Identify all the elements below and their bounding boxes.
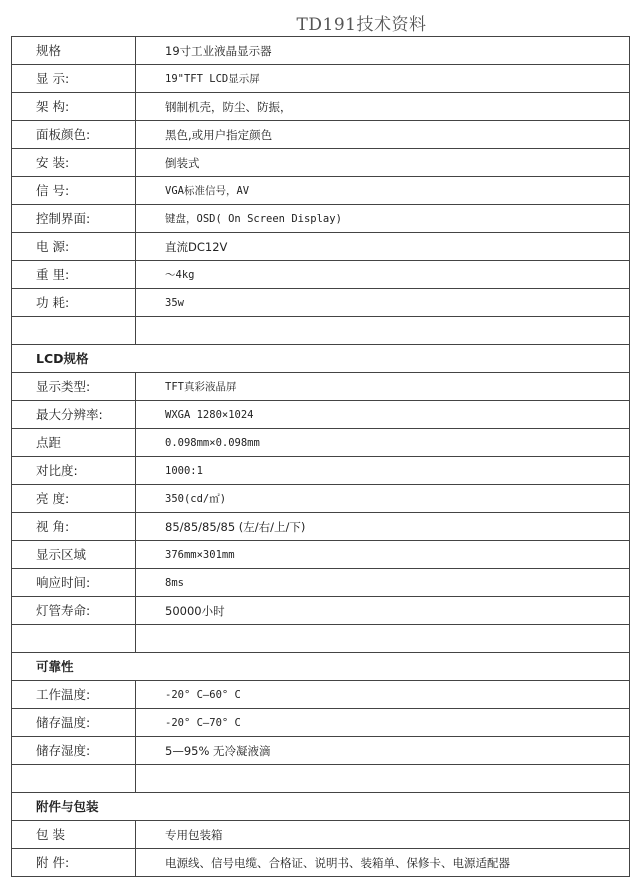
spec-value: 1000:1 — [136, 457, 630, 485]
spec-row — [12, 709, 630, 737]
spec-row — [12, 149, 630, 177]
spec-row — [12, 177, 630, 205]
spec-label: 点距 — [12, 429, 136, 457]
spec-label: 灯管寿命: — [12, 597, 136, 625]
spec-value: 19寸工业液晶显示器 — [136, 37, 630, 65]
spec-value: VGA标准信号，AV — [136, 177, 630, 205]
spec-label: 附 件: — [12, 849, 136, 877]
spec-row — [12, 401, 630, 429]
spec-label: 储存温度: — [12, 709, 136, 737]
spec-value: 8ms — [136, 569, 630, 597]
spec-label: 电 源: — [12, 233, 136, 261]
spec-label: 响应时间: — [12, 569, 136, 597]
section-header-row — [12, 653, 630, 681]
spec-row — [12, 821, 630, 849]
spec-label: 对比度: — [12, 457, 136, 485]
spec-value: 电源线、信号电缆、合格证、说明书、装箱单、保修卡、电源适配器 — [136, 849, 630, 877]
spec-label: 显示区域 — [12, 541, 136, 569]
section-header-row — [12, 793, 630, 821]
spec-row — [12, 597, 630, 625]
spec-label: 信 号: — [12, 177, 136, 205]
spec-row — [12, 457, 630, 485]
spec-row — [12, 373, 630, 401]
section-heading: LCD规格 — [12, 345, 630, 373]
spec-label — [12, 765, 136, 793]
spec-row — [12, 121, 630, 149]
spec-row — [12, 485, 630, 513]
spec-row — [12, 37, 630, 65]
spec-row — [12, 93, 630, 121]
section-heading: 可靠性 — [12, 653, 630, 681]
spec-value: 85/85/85/85 (左/右/上/下) — [136, 513, 630, 541]
spec-row — [12, 513, 630, 541]
spec-value: 19"TFT LCD显示屏 — [136, 65, 630, 93]
spec-value — [136, 765, 630, 793]
spec-value: 35w — [136, 289, 630, 317]
spec-value: 50000小时 — [136, 597, 630, 625]
spec-label: 最大分辨率: — [12, 401, 136, 429]
spec-value: 专用包装箱 — [136, 821, 630, 849]
spec-label: 功 耗: — [12, 289, 136, 317]
spec-value — [136, 317, 630, 345]
spec-label: 面板颜色: — [12, 121, 136, 149]
spec-label — [12, 625, 136, 653]
spec-label: 控制界面: — [12, 205, 136, 233]
section-header-row — [12, 345, 630, 373]
spec-row — [12, 233, 630, 261]
section-heading: 附件与包装 — [12, 793, 630, 821]
spec-value: 倒装式 — [136, 149, 630, 177]
spec-row — [12, 681, 630, 709]
spec-label: 工作温度: — [12, 681, 136, 709]
spec-label: 储存湿度: — [12, 737, 136, 765]
spec-row — [12, 205, 630, 233]
spec-row — [12, 289, 630, 317]
spec-value: ～4kg — [136, 261, 630, 289]
spec-table — [11, 36, 630, 877]
spec-row — [12, 569, 630, 597]
spec-label: 架 构: — [12, 93, 136, 121]
spec-value: 350(cd/㎡) — [136, 485, 630, 513]
spec-value: -20° C—70° C — [136, 709, 630, 737]
spec-row — [12, 849, 630, 877]
spec-value: -20° C—60° C — [136, 681, 630, 709]
spec-value: 钢制机壳，防尘、防振， — [136, 93, 630, 121]
document-title: TD191技术资料 — [296, 15, 427, 35]
spec-value: 376mm×301mm — [136, 541, 630, 569]
spec-label: 安 装: — [12, 149, 136, 177]
spec-row — [12, 429, 630, 457]
spec-value — [136, 625, 630, 653]
spec-label: 显示类型: — [12, 373, 136, 401]
spec-label — [12, 317, 136, 345]
spec-value: 0.098mm×0.098mm — [136, 429, 630, 457]
spec-table-body — [12, 37, 630, 877]
spacer-row — [12, 317, 630, 345]
spec-row — [12, 65, 630, 93]
spec-label: 视 角: — [12, 513, 136, 541]
spacer-row — [12, 765, 630, 793]
spec-label: 重 里: — [12, 261, 136, 289]
spec-label: 亮 度: — [12, 485, 136, 513]
spec-label: 包 装 — [12, 821, 136, 849]
spec-value: 黑色,或用户指定颜色 — [136, 121, 630, 149]
spec-value: 直流DC12V — [136, 233, 630, 261]
spec-value: 5—95% 无冷凝液滴 — [136, 737, 630, 765]
spec-row — [12, 261, 630, 289]
spacer-row — [12, 625, 630, 653]
spec-row — [12, 737, 630, 765]
spec-value: TFT真彩液晶屏 — [136, 373, 630, 401]
spec-value: 键盘，OSD( On Screen Display) — [136, 205, 630, 233]
spec-label: 规格 — [12, 37, 136, 65]
spec-row — [12, 541, 630, 569]
spec-value: WXGA 1280×1024 — [136, 401, 630, 429]
spec-label: 显 示: — [12, 65, 136, 93]
